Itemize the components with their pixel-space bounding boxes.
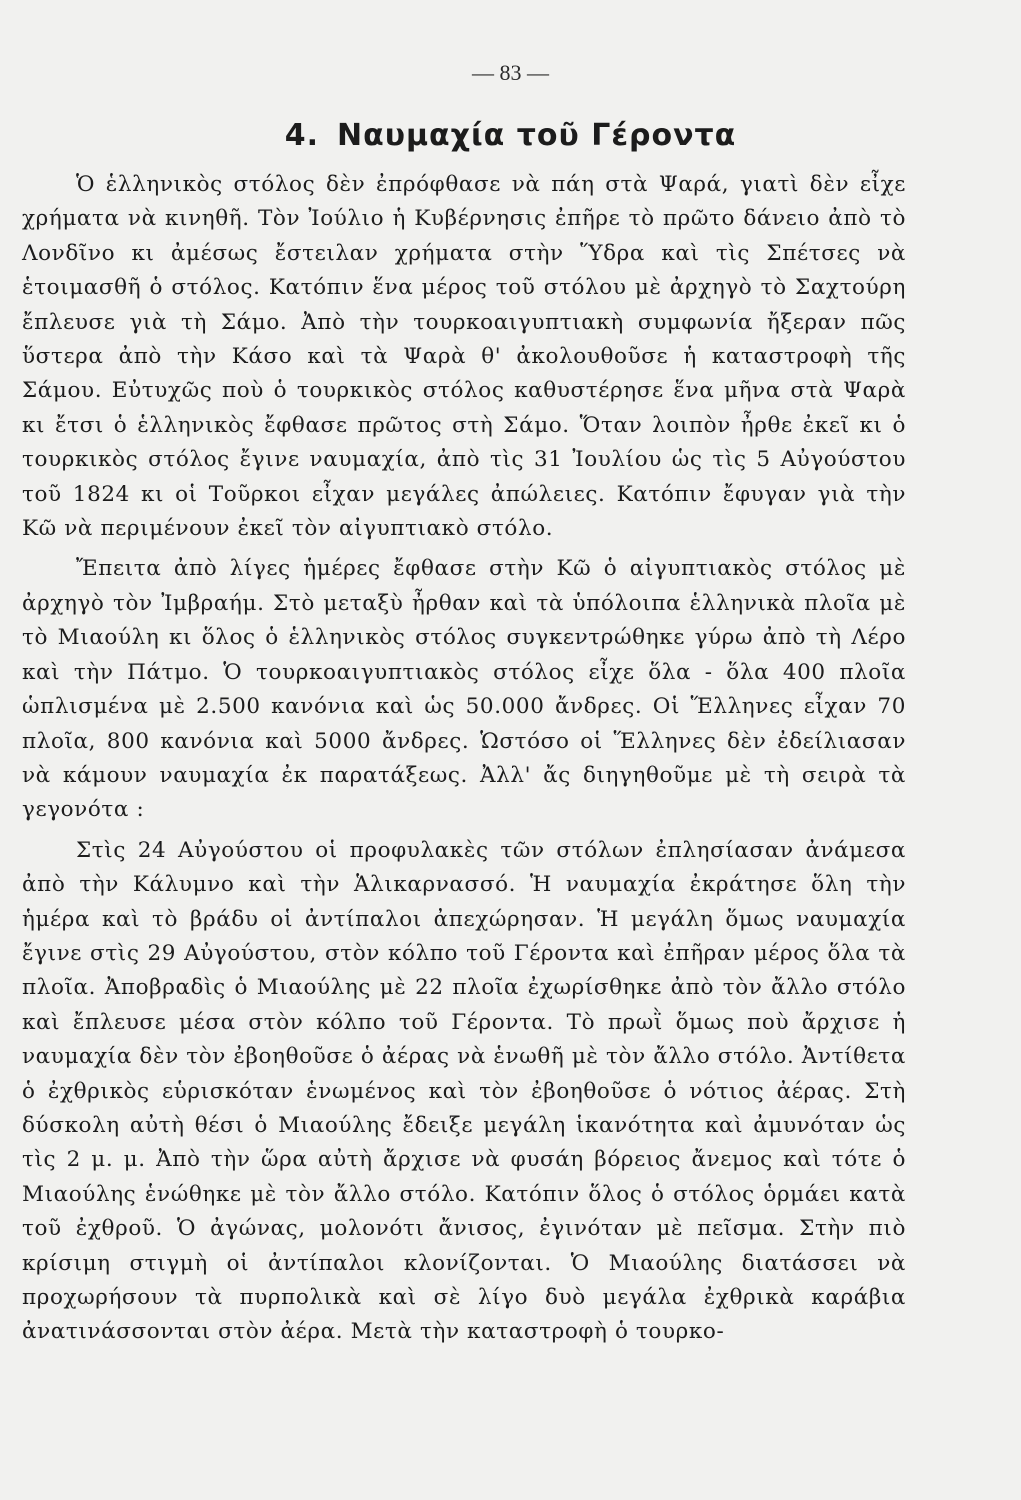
paragraph: Ὁ ἑλληνικὸς στόλος δὲν ἐπρόφθασε νὰ πάη στὰ Ψαρά, γιατὶ δὲν εἶχε χρήματα νὰ κινηθῆ. Τὸν Ἰούλιο ἡ Κυβέρνησις ἐπῆρε τὸ πρῶτο δάνειο ἀπὸ τὸ Λονδῖνο κι ἀμέσως ἔστειλαν χρήματα στὴν Ὕδρα καὶ τὶς Σπέτσες νὰ ἑτοιμασθῆ ὁ στόλος. Κατόπιν ἕνα μέρος τοῦ στόλου μὲ ἀρχηγὸ τὸ Σαχτούρη ἔπλευσε γιὰ τὴ Σάμο. Ἀπὸ τὴν τουρκοαιγυπτιακὴ συμφωνία ἤξεραν πῶς ὕστερα ἀπὸ τὴν Κάσο καὶ τὰ Ψαρὰ θ' ἀκολουθοῦσε ἡ καταστροφὴ τῆς Σάμου. Εὐτυχῶς ποὺ ὁ τουρκικὸς στόλος καθυστέρησε ἕνα μῆνα στὰ Ψαρὰ κι ἔτσι ὁ ἑλληνικὸς ἔφθασε πρῶτος στὴ Σάμο. Ὅταν λοιπὸν ἦρθε ἐκεῖ κι ὁ τουρκικὸς στόλος ἔγινε ναυμαχία, ἀπὸ τὶς 31 Ἰουλίου ὡς τὶς 5 Αὐγούστου τοῦ 1824 κι οἱ Τοῦρκοι εἶχαν μεγάλες ἀπώλειες. Κατόπιν ἔφυγαν γιὰ τὴν Κῶ νὰ περιμένουν ἐκεῖ τὸν αἰγυπτιακὸ στόλο. — [22, 172, 906, 542]
chapter-heading — [0, 118, 1021, 153]
page-number: — 83 — — [472, 60, 549, 85]
chapter-title: Ναυμαχία τοῦ Γέροντα — [336, 118, 737, 153]
paragraph: Ἔπειτα ἀπὸ λίγες ἡμέρες ἔφθασε στὴν Κῶ ὁ αἰγυπτιακὸς στόλος μὲ ἀρχηγὸ τὸν Ἰμβραήμ. Στὸ μεταξὺ ἦρθαν καὶ τὰ ὑπόλοιπα ἑλληνικὰ πλοῖα μὲ τὸ Μιαούλη κι ὅλος ὁ ἑλληνικὸς στόλος συγκεντρώθηκε γύρω ἀπὸ τὴ Λέρο καὶ τὴν Πάτμο. Ὁ τουρκοαιγυπτιακὸς στόλος εἶχε ὅλα - ὅλα 400 πλοῖα ὡπλισμένα μὲ 2.500 κανόνια καὶ ὡς 50.000 ἄνδρες. Οἱ Ἕλληνες εἶχαν 70 πλοῖα, 800 κανόνια καὶ 5000 ἄνδρες. Ὡστόσο οἱ Ἕλληνες δὲν ἐδείλιασαν νὰ κάμουν ναυμαχία ἐκ παρατάξεως. Ἀλλ' ἄς διηγηθοῦμε μὲ τὴ σειρὰ τὰ γεγονότα : — [22, 556, 906, 823]
paragraph: Στὶς 24 Αὐγούστου οἱ προφυλακὲς τῶν στόλων ἐπλησίασαν ἀνάμεσα ἀπὸ τὴν Κάλυμνο καὶ τὴν Ἁλικαρνασσό. Ἡ ναυμαχία ἐκράτησε ὅλη τὴν ἡμέρα καὶ τὸ βράδυ οἱ ἀντίπαλοι ἀπεχώρησαν. Ἡ μεγάλη ὅμως ναυμαχία ἔγινε στὶς 29 Αὐγούστου, στὸν κόλπο τοῦ Γέροντα καὶ ἐπῆραν μέρος ὅλα τὰ πλοῖα. Ἀποβραδὶς ὁ Μιαούλης μὲ 22 πλοῖα ἐχωρίσθηκε ἀπὸ τὸν ἄλλο στόλο καὶ ἔπλευσε μέσα στὸν κόλπο τοῦ Γέροντα. Τὸ πρωῒ ὅμως ποὺ ἄρχισε ἡ ναυμαχία δὲν τὸν ἐβοηθοῦσε ὁ ἀέρας νὰ ἑνωθῆ μὲ τὸν ἄλλο στόλο. Ἀντίθετα ὁ ἐχθρικὸς εὑρισκόταν ἑνωμένος καὶ τὸν ἐβοηθοῦσε ὁ νότιος ἀέρας. Στὴ δύσκολη αὐτὴ θέσι ὁ Μιαούλης ἔδειξε μεγάλη ἱκανότητα καὶ ἀμυνόταν ὡς τὶς 2 μ. μ. Ἀπὸ τὴν ὥρα αὐτὴ ἄρχισε νὰ φυσάη βόρειος ἄνεμος καὶ τότε ὁ Μιαούλης ἑνώθηκε μὲ τὸν ἄλλο στόλο. Κατόπιν ὅλος ὁ στόλος ὁρμάει κατὰ τοῦ ἐχθροῦ. Ὁ ἀγώνας, μολονότι ἄνισος, ἐγινόταν μὲ πεῖσμα. Στὴν πιὸ κρίσιμη στιγμὴ οἱ ἀντίπαλοι κλονίζονται. Ὁ Μιαούλης διατάσσει νὰ προχωρήσουν τὰ πυρπολικὰ καὶ σὲ λίγο δυὸ μεγάλα ἐχθρικὰ καράβια ἀνατινάσσονται στὸν ἀέρα. Μετὰ τὴν καταστροφὴ ὁ τουρκο- — [22, 837, 906, 1345]
body-text — [22, 168, 906, 1350]
chapter-number: 4. — [284, 118, 319, 153]
